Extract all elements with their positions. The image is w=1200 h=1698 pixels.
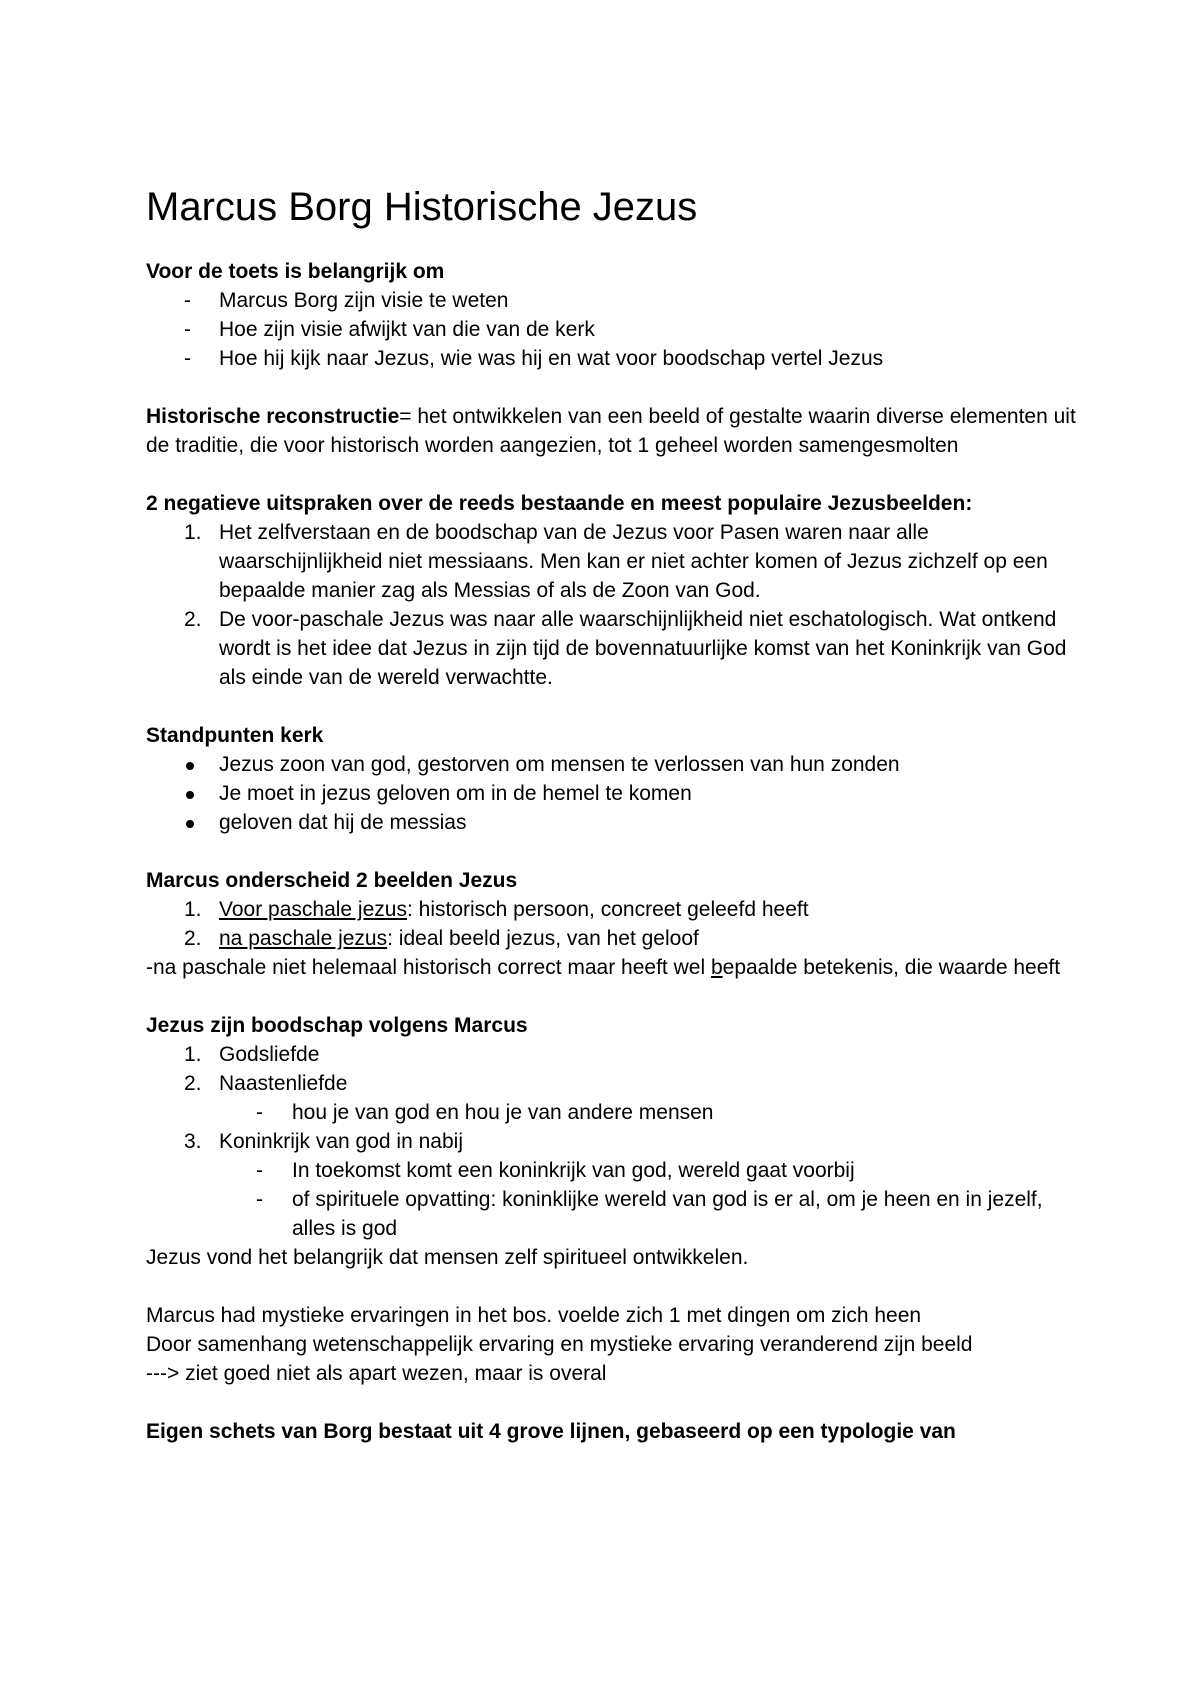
boodschap-closing: Jezus vond het belangrijk dat mensen zelf spiritueel ontwikkelen. <box>146 1246 749 1269</box>
section-heading-standpunten: Standpunten kerk <box>146 724 324 747</box>
boodschap-list-cont <box>146 1127 1080 1156</box>
boodschap-sublist <box>146 1098 1080 1127</box>
number-marker: 1. <box>184 521 202 544</box>
number-marker: 2. <box>184 608 202 631</box>
list-item: - Hoe hij kijk naar Jezus, wie was hij en wat voor boodschap vertel Jezus <box>146 344 1080 373</box>
document-title: Marcus Borg Historische Jezus <box>146 185 698 229</box>
list-item: 1. Het zelfverstaan en de boodschap van de Jezus voor Pasen waren naar alle waarschijnlijkheid niet messiaans. Men kan er niet achter komen of Jezus zichzelf op een bepaalde manier zag als Messias of als de Zoon van God. <box>146 518 1080 605</box>
list-item: 2. Naastenliefde <box>146 1069 1080 1098</box>
list-item: 2. De voor-paschale Jezus was naar alle waarschijnlijkheid niet eschatologisch. Wat ontkend wordt is het idee dat Jezus in zijn tijd de bovennatuurlijke komst van het Koninkrijk van God als einde van de wereld verwachtte. <box>146 605 1080 692</box>
list-item: - of spirituele opvatting: koninklijke wereld van god is er al, om je heen en in jezelf, alles is god <box>146 1185 1080 1243</box>
list-item: - Marcus Borg zijn visie te weten <box>146 286 1080 315</box>
koninkrijk-sublist <box>146 1156 1080 1243</box>
dash-marker: - <box>184 318 191 341</box>
dash-marker: - <box>256 1188 263 1211</box>
section-heading-schets: Eigen schets van Borg bestaat uit 4 grove lijnen, gebaseerd op een typologie van <box>146 1420 956 1443</box>
number-marker: 1. <box>184 1043 202 1066</box>
number-marker: 2. <box>184 927 202 950</box>
dash-marker: - <box>184 347 191 370</box>
list-item: 2. na paschale jezus: ideal beeld jezus, van het geloof <box>146 924 1080 953</box>
list-item: geloven dat hij de messias <box>146 808 1080 837</box>
section-heading-boodschap: Jezus zijn boodschap volgens Marcus <box>146 1014 528 1037</box>
number-marker: 2. <box>184 1072 202 1095</box>
beelden-list <box>146 895 1080 953</box>
list-item: - hou je van god en hou je van andere mensen <box>146 1098 1080 1127</box>
uitspraken-list <box>146 518 1080 692</box>
number-marker: 1. <box>184 898 202 921</box>
underlined-term: na paschale jezus <box>219 927 388 950</box>
mystiek-line-2: Door samenhang wetenschappelijk ervaring en mystieke ervaring veranderend zijn beeld <box>146 1333 973 1356</box>
definition-term: Historische reconstructie <box>146 405 400 428</box>
underlined-term: Voor paschale jezus <box>219 898 407 921</box>
mystiek-line-3: ---> ziet goed niet als apart wezen, maar is overal <box>146 1362 607 1385</box>
list-item: 3. Koninkrijk van god in nabij <box>146 1127 1080 1156</box>
section-heading-uitspraken: 2 negatieve uitspraken over de reeds bestaande en meest populaire Jezusbeelden: <box>146 492 973 515</box>
list-item: 1. Voor paschale jezus: historisch persoon, concreet geleefd heeft <box>146 895 1080 924</box>
dash-marker: - <box>184 289 191 312</box>
dash-marker: - <box>256 1101 263 1124</box>
definition-paragraph <box>146 402 1080 460</box>
boodschap-list <box>146 1040 1080 1098</box>
section-heading-toets: Voor de toets is belangrijk om <box>146 260 445 283</box>
section-heading-beelden: Marcus onderscheid 2 beelden Jezus <box>146 869 518 892</box>
mystiek-line-1: Marcus had mystieke ervaringen in het bos. voelde zich 1 met dingen om zich heen <box>146 1304 922 1327</box>
list-item: 1. Godsliefde <box>146 1040 1080 1069</box>
definition-text: = het ontwikkelen van een beeld of gestalte waarin diverse elementen uit de traditie, die voor historisch worden aangezien, tot 1 geheel worden samengesmolten <box>146 405 1076 457</box>
number-marker: 3. <box>184 1130 202 1153</box>
list-item: - In toekomst komt een koninkrijk van god, wereld gaat voorbij <box>146 1156 1080 1185</box>
dash-marker: - <box>256 1159 263 1182</box>
list-item: Jezus zoon van god, gestorven om mensen te verlossen van hun zonden <box>146 750 1080 779</box>
toets-list <box>146 286 1080 373</box>
list-item: Je moet in jezus geloven om in de hemel te komen <box>146 779 1080 808</box>
beelden-note: -na paschale niet helemaal historisch correct maar heeft wel bepaalde betekenis, die waarde heeft <box>146 956 1061 979</box>
standpunten-list <box>146 750 1080 837</box>
list-item: - Hoe zijn visie afwijkt van die van de kerk <box>146 315 1080 344</box>
